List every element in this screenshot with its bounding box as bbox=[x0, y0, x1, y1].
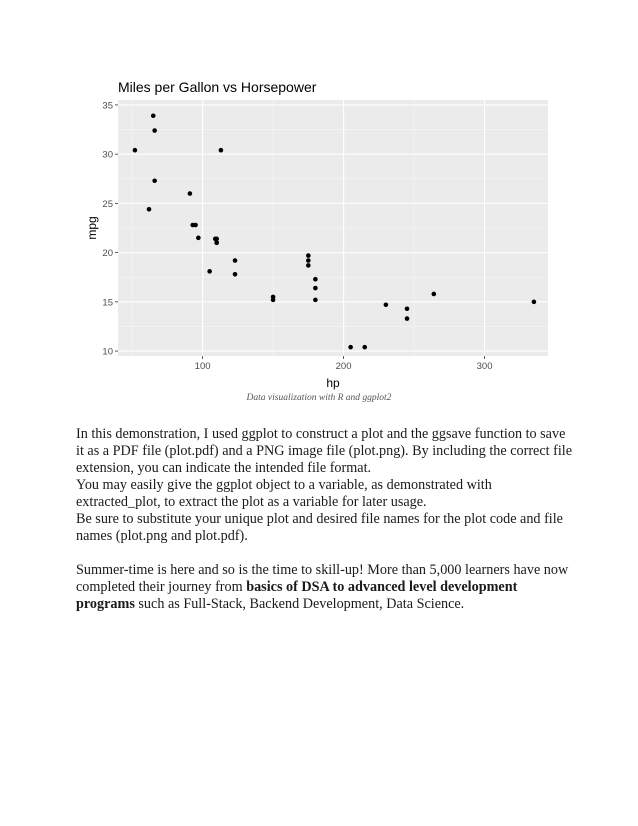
data-point bbox=[188, 191, 193, 196]
scatter-chart bbox=[60, 72, 560, 412]
y-tick-label: 25 bbox=[102, 198, 113, 210]
data-point bbox=[432, 292, 437, 297]
data-point bbox=[152, 128, 157, 133]
data-point bbox=[348, 345, 353, 350]
y-tick-label: 20 bbox=[102, 248, 113, 260]
data-point bbox=[152, 178, 157, 183]
chart-title: Miles per Gallon vs Horsepower bbox=[118, 79, 317, 95]
data-point bbox=[196, 236, 201, 241]
y-tick-label: 10 bbox=[102, 346, 113, 358]
data-point bbox=[306, 258, 311, 263]
data-point bbox=[313, 286, 318, 291]
paragraph-summer bbox=[76, 562, 576, 613]
data-point bbox=[219, 148, 224, 153]
data-point bbox=[133, 148, 138, 153]
paragraph-ggsave: In this demonstration, I used ggplot to construct a plot and the ggsave function to save it as a PDF file (plot.pdf) and a PNG image file (plot.png). By including the correct file extension, you can indicate the intended file format. bbox=[76, 426, 573, 476]
data-point bbox=[362, 345, 367, 350]
y-tick-label: 15 bbox=[102, 297, 113, 309]
summer-text-end: such as Full-Stack, Backend Development, Data Science. bbox=[134, 596, 465, 612]
x-tick-label: 200 bbox=[335, 361, 352, 372]
y-axis-label: mpg bbox=[85, 216, 99, 240]
data-point bbox=[151, 113, 156, 118]
data-point bbox=[271, 298, 276, 303]
data-point bbox=[193, 223, 198, 228]
data-point bbox=[313, 277, 318, 282]
paragraph-substitute: Be sure to substitute your unique plot and desired file names for the plot code and file names (plot.png and plot.pdf). bbox=[76, 511, 563, 544]
data-point bbox=[233, 258, 238, 263]
chart-svg bbox=[60, 72, 560, 412]
data-point bbox=[207, 269, 212, 274]
data-point bbox=[313, 298, 318, 303]
data-point bbox=[147, 207, 152, 212]
x-tick-label: 100 bbox=[194, 361, 211, 372]
data-point bbox=[306, 253, 311, 258]
summer-text-start: Summer-time is here and so is the time to skill-up! More than 5,000 learners have now completed their journey from bbox=[76, 562, 569, 595]
figure-caption: Data visualization with R and ggplot2 bbox=[246, 393, 392, 403]
data-point bbox=[214, 240, 219, 245]
data-point bbox=[532, 300, 537, 305]
data-point bbox=[233, 272, 238, 277]
paragraph-variable: You may easily give the ggplot object to a variable, as demonstrated with extracted_plot, to extract the plot as a variable for later usage. bbox=[76, 477, 492, 510]
data-point bbox=[384, 303, 389, 308]
data-point bbox=[405, 306, 410, 311]
x-axis-label: hp bbox=[326, 376, 340, 390]
y-tick-label: 35 bbox=[102, 100, 113, 112]
summer-text-bold: basics of DSA to advanced level development programs bbox=[76, 579, 518, 612]
data-point bbox=[405, 316, 410, 321]
x-tick-label: 300 bbox=[476, 361, 493, 372]
y-tick-label: 30 bbox=[102, 149, 113, 161]
data-point bbox=[306, 263, 311, 268]
data-point bbox=[213, 237, 218, 242]
